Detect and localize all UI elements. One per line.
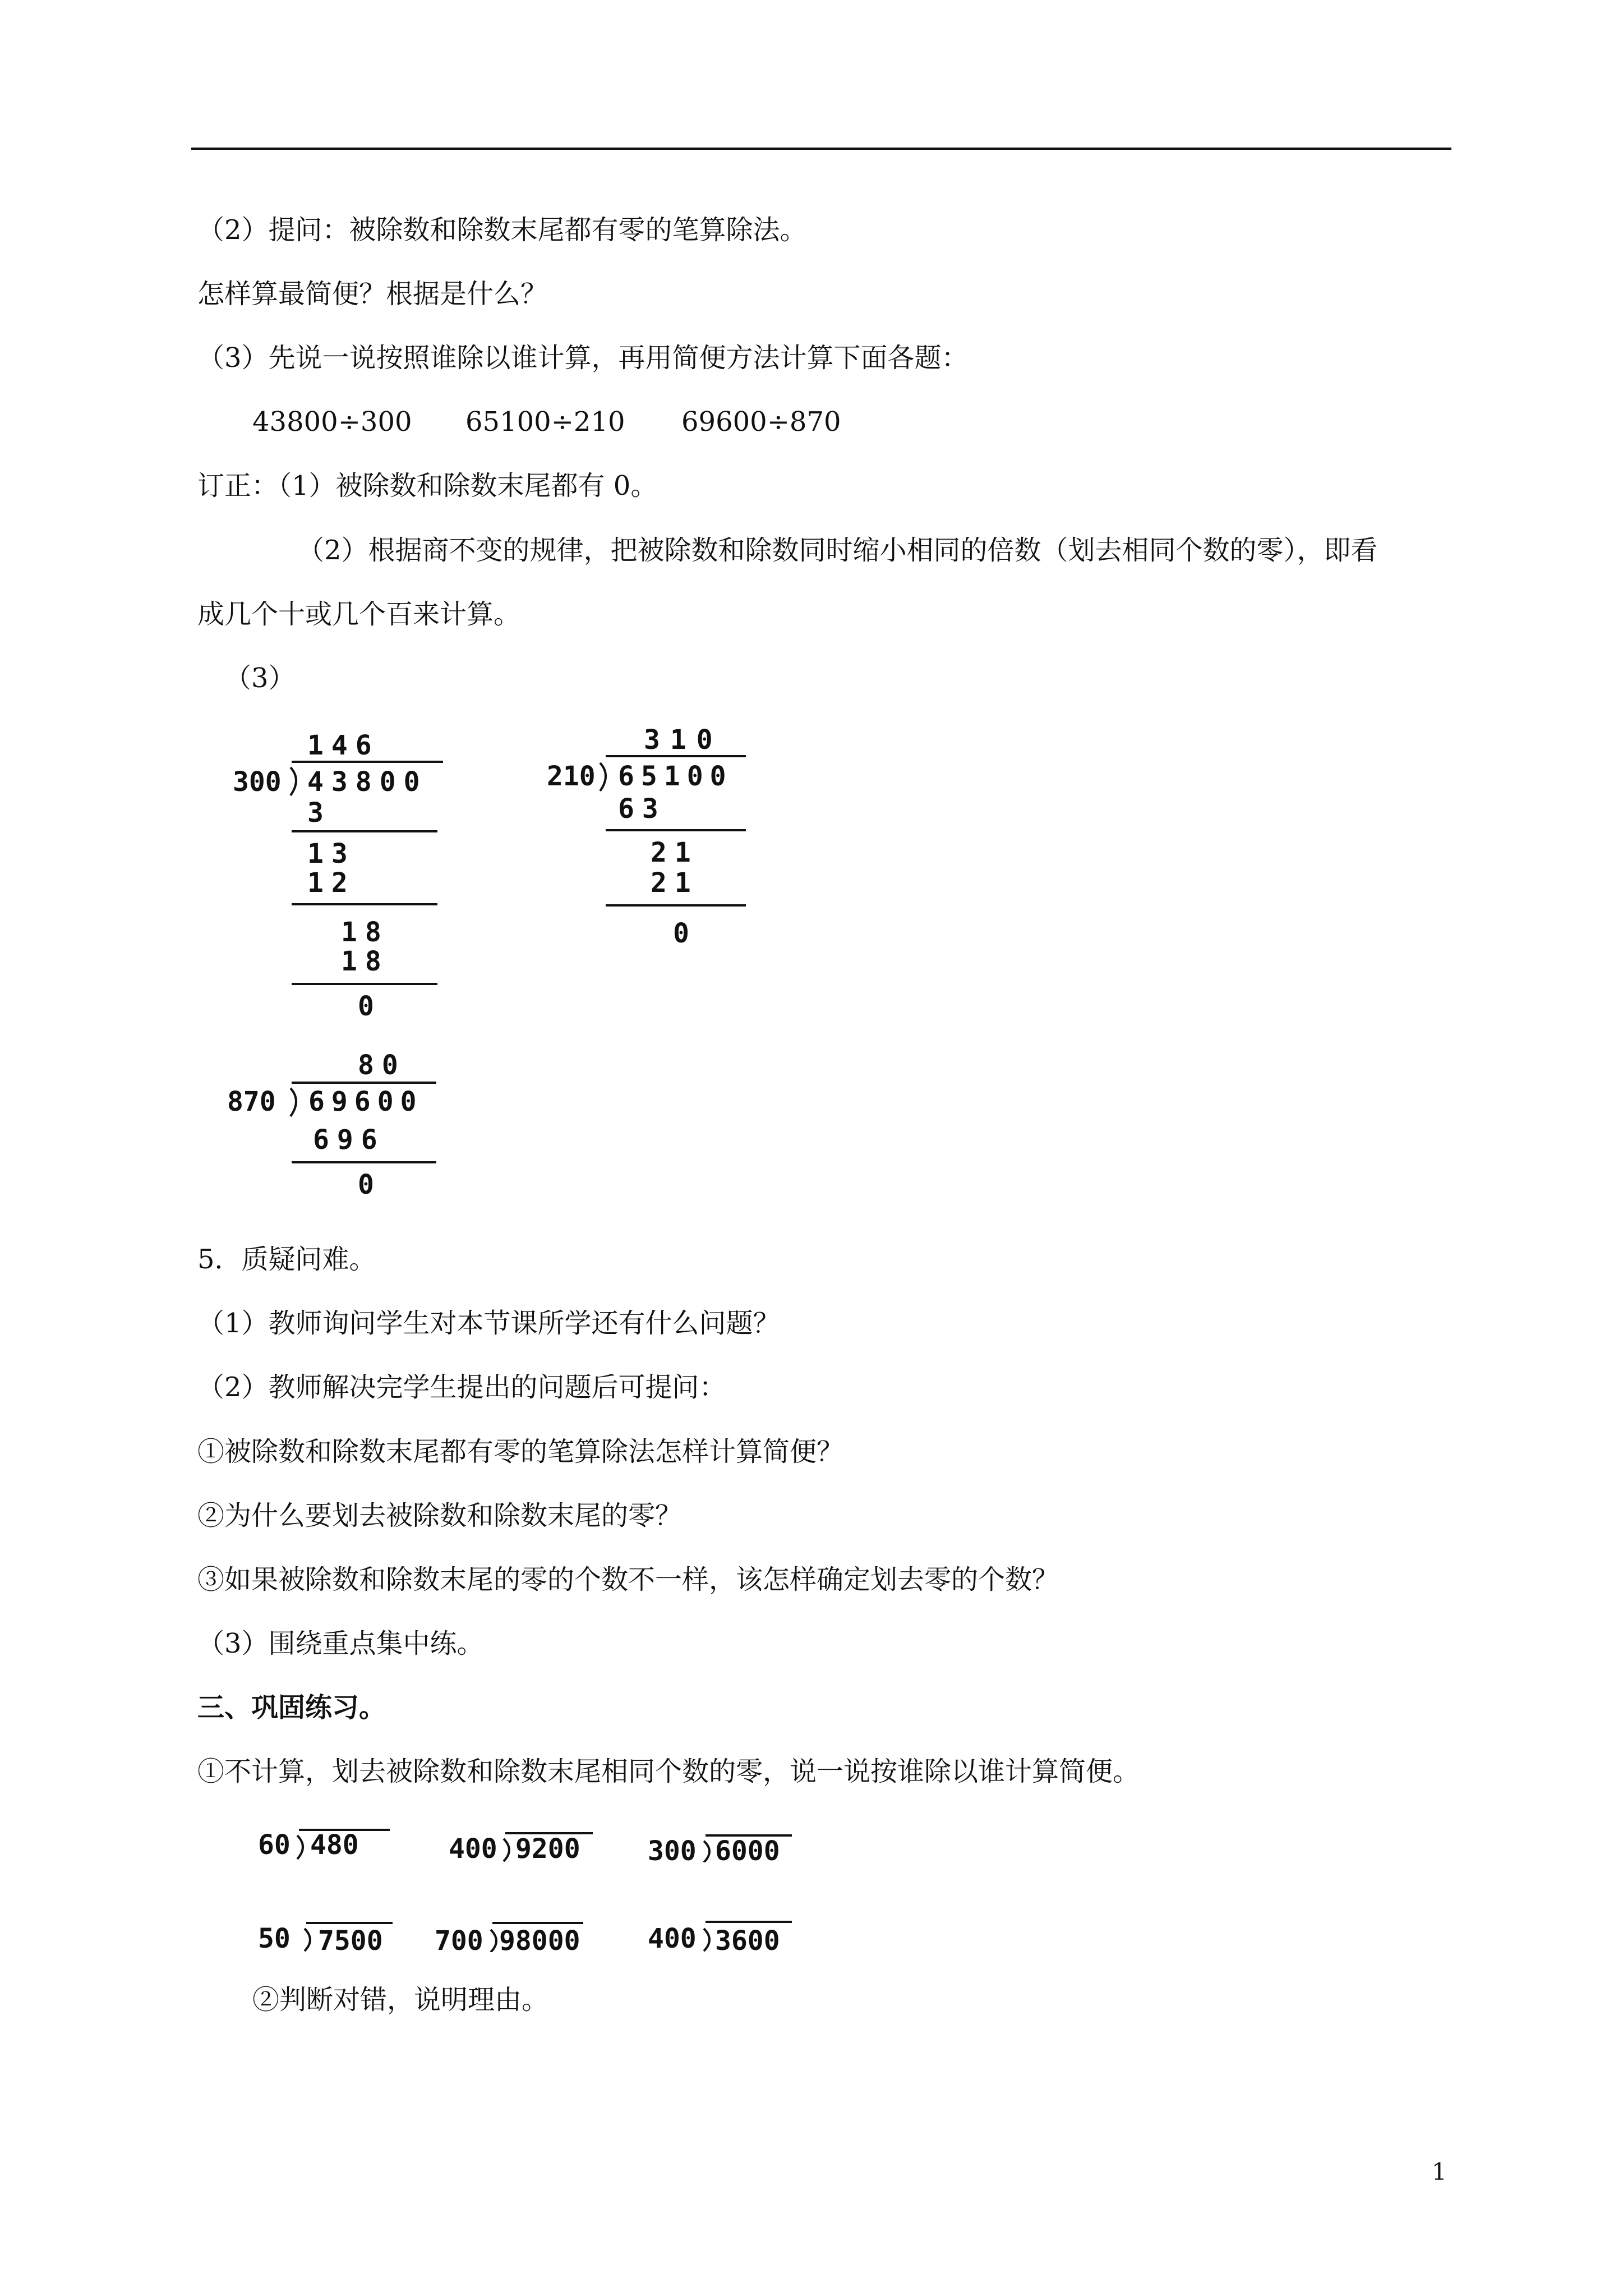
divisor: 50: [258, 1923, 291, 1952]
division-exercise: [432, 1913, 634, 1952]
text-line: ②为什么要划去被除数和除数末尾的零？: [197, 1500, 683, 1531]
step: 18: [341, 946, 389, 977]
text-line: ①被除数和除数末尾都有零的笔算除法怎样计算简便？: [197, 1436, 844, 1467]
quotient: 146: [307, 730, 380, 761]
division-exercise: [645, 1823, 847, 1862]
division-bracket: [600, 763, 606, 791]
dividend: 65100: [618, 761, 733, 792]
text-line: （3）围绕重点集中练。: [197, 1628, 484, 1659]
text-line: 5．质疑问难。: [197, 1244, 376, 1275]
text-line: （1）教师询问学生对本节课所学还有什么问题？: [197, 1308, 780, 1339]
divisor: 700: [435, 1925, 483, 1952]
text-line: ②判断对错，说明理由。: [252, 1984, 549, 2016]
dividend: 6000: [715, 1835, 780, 1862]
expression: 43800÷300: [252, 406, 412, 438]
section-heading: 三、巩固练习。: [197, 1692, 386, 1723]
dividend: 43800: [307, 766, 428, 798]
division-exercise: [645, 1913, 847, 1952]
text-line: ①不计算，划去被除数和除数末尾相同个数的零，说一说按谁除以谁计算简便。: [197, 1756, 1140, 1787]
step: 12: [307, 867, 356, 899]
step: 696: [313, 1124, 385, 1156]
divisor: 210: [547, 761, 596, 792]
divisor: 400: [648, 1923, 697, 1952]
step: 3: [307, 797, 324, 829]
dividend: 69600: [308, 1086, 423, 1117]
divisor: 60: [258, 1829, 291, 1861]
text-line: （3）先说一说按照谁除以谁计算，再用简便方法计算下面各题：: [197, 342, 969, 374]
text-line: （2）根据商不变的规律，把被除数和除数同时缩小相同的倍数（划去相同个数的零），即看: [297, 535, 1378, 566]
division-exercise: [255, 1823, 457, 1862]
text-line: 成几个十或几个百来计算。: [197, 599, 521, 630]
divisor: 870: [227, 1086, 276, 1117]
quotient: 310: [644, 724, 723, 756]
step: 21: [651, 867, 699, 899]
text-line: ③如果被除数和除数末尾的零的个数不一样，该怎样确定划去零的个数？: [197, 1564, 1059, 1595]
quotient: 80: [358, 1050, 406, 1081]
expression: 65100÷210: [465, 406, 625, 438]
expression: 69600÷870: [681, 406, 841, 438]
dividend: 3600: [715, 1925, 780, 1952]
divisor: 300: [648, 1835, 697, 1862]
header-rule: [191, 148, 1451, 150]
dividend: 98000: [499, 1925, 580, 1952]
step: 63: [618, 793, 666, 825]
text-line: 订正：（1）被除数和除数末尾都有 0。: [197, 470, 658, 501]
divisor: 300: [233, 766, 282, 798]
step: 13: [307, 838, 356, 869]
step: 0: [358, 1169, 374, 1200]
dividend: 7500: [318, 1925, 383, 1952]
division-exercise: [446, 1823, 648, 1862]
division-bracket: [291, 1088, 296, 1116]
division-bracket: [291, 767, 296, 795]
division-exercise: [255, 1913, 457, 1952]
text-line: （2）教师解决完学生提出的问题后可提问：: [197, 1372, 726, 1403]
step: 21: [651, 837, 699, 868]
dividend: 480: [310, 1829, 359, 1861]
page-number: 1: [1432, 2158, 1447, 2185]
text-line: 怎样算最简便？根据是什么？: [197, 278, 548, 310]
text-line: （2）提问：被除数和除数末尾都有零的笔算除法。: [197, 214, 807, 246]
dividend: 9200: [515, 1833, 580, 1862]
step: 0: [673, 918, 689, 949]
text-line: （3）: [224, 662, 296, 694]
long-division-2: [538, 718, 875, 1223]
step: 0: [358, 991, 374, 1022]
divisor: 400: [449, 1833, 497, 1862]
step: 18: [341, 917, 389, 948]
